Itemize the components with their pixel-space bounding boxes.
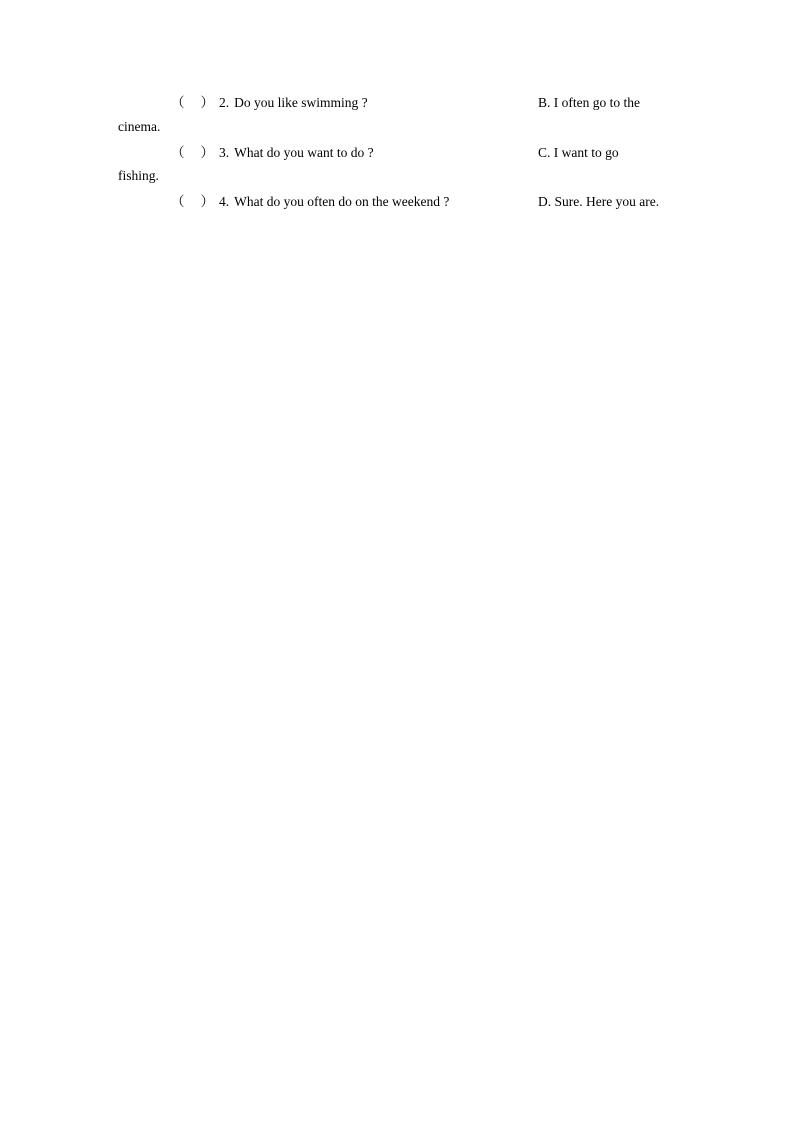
answer-blank-2[interactable] [171, 146, 214, 160]
answer-blank-3[interactable] [171, 195, 214, 209]
answer-option-2: C. I want to go [538, 144, 619, 160]
answer-option-1: B. I often go to the [538, 95, 640, 110]
question-text-3: What do you often do on the weekend ? [234, 194, 450, 209]
answer-blank-1[interactable] [171, 96, 214, 110]
bracket-open: （ [171, 95, 185, 110]
question-number-2: 3. [219, 144, 230, 160]
matching-row-1 [118, 96, 718, 110]
question-number-1: 2. [219, 95, 230, 110]
bracket-open: （ [171, 144, 185, 160]
matching-item-2 [118, 146, 718, 185]
answer-wrap-2: fishing. [118, 168, 159, 183]
bracket-close: ） [200, 144, 214, 160]
question-number-3: 4. [219, 194, 230, 209]
matching-item-3 [118, 195, 718, 209]
matching-row-3 [118, 195, 718, 209]
bracket-close: ） [200, 194, 214, 209]
answer-wrap-1: cinema. [118, 118, 161, 134]
question-text-2: What do you want to do ? [234, 144, 374, 160]
matching-row-2 [118, 146, 718, 160]
document-body [118, 96, 718, 220]
bracket-open: （ [171, 194, 185, 209]
answer-option-3: D. Sure. Here you are. [538, 194, 660, 209]
bracket-close: ） [200, 95, 214, 110]
question-line-2 [118, 146, 718, 160]
question-text-1: Do you like swimming ? [234, 95, 368, 110]
matching-item-1 [118, 96, 718, 135]
